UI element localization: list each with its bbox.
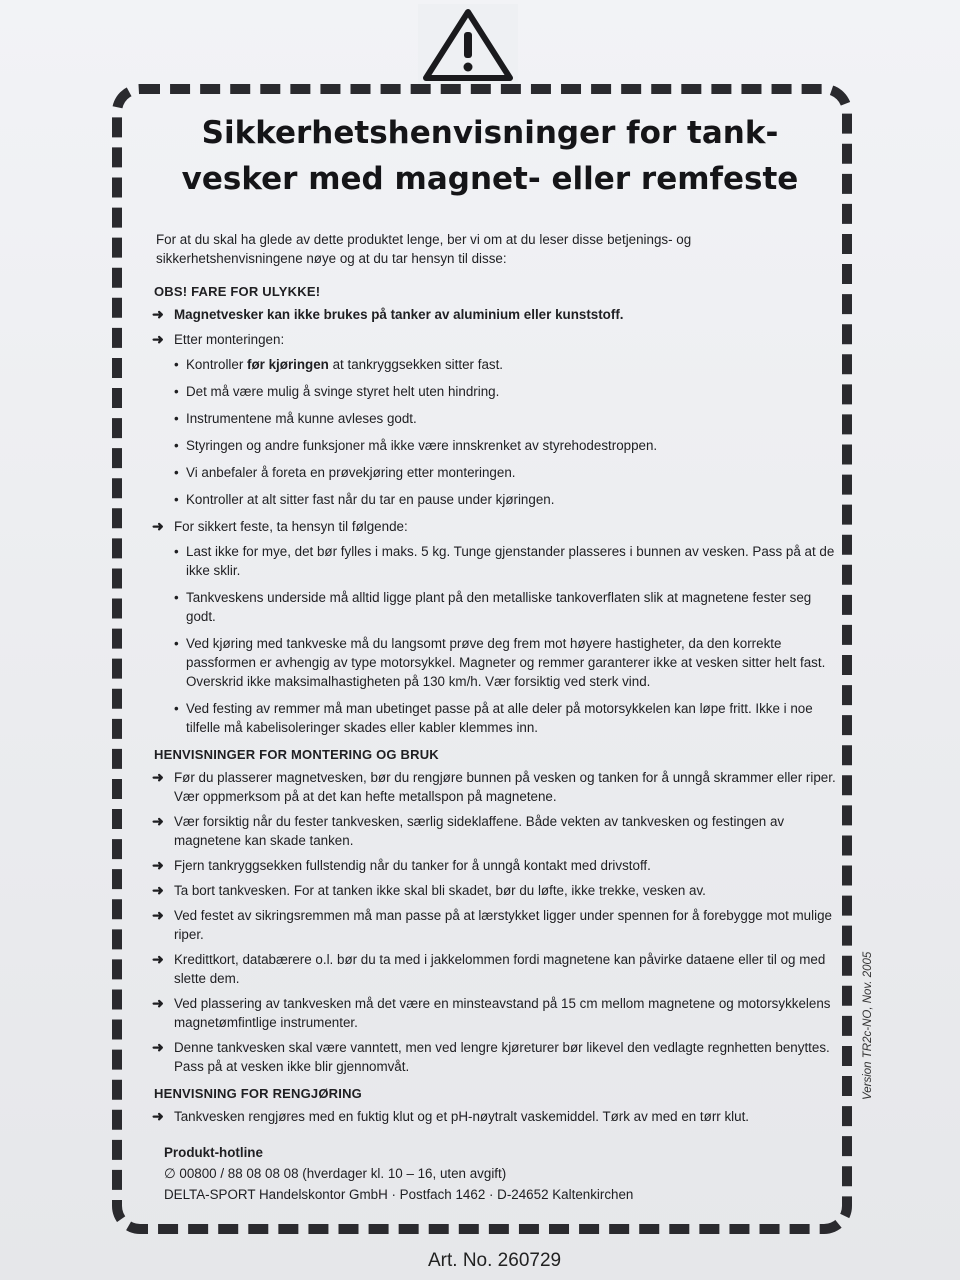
secure-list xyxy=(140,542,840,737)
list-item xyxy=(140,1038,840,1076)
hotline-phone: ∅ 00800 / 88 08 08 08 (hverdager kl. 10 – 16, uten avgift) xyxy=(164,1166,507,1181)
list-item xyxy=(140,881,840,900)
item-text: Instrumentene må kunne avleses godt. xyxy=(186,411,417,426)
list-item xyxy=(140,906,840,944)
list-item xyxy=(140,856,840,875)
arrow-icon: ➜ xyxy=(152,995,164,1011)
bullet-icon: • xyxy=(174,590,179,605)
item-text: Før du plasserer magnetvesken, bør du rengjøre bunnen på vesken og tanken for å unngå skrammer eller riper. Vær oppmerksom på at det kan hefte metallspon på magnetene. xyxy=(174,770,836,804)
list-item xyxy=(140,305,840,324)
item-text: Styringen og andre funksjoner må ikke være innskrenket av styrehodestroppen. xyxy=(186,438,658,453)
clean-heading: HENVISNING FOR RENGJØRING xyxy=(154,1086,362,1101)
item-text: Ta bort tankvesken. For at tanken ikke skal bli skadet, bør du løfte, ikke trekke, vesken av. xyxy=(174,883,706,898)
bullet-icon: • xyxy=(174,701,179,716)
item-text: at tankryggsekken sitter fast. xyxy=(328,357,504,372)
arrow-icon: ➜ xyxy=(152,769,164,785)
hotline-address: DELTA-SPORT Handelskontor GmbH · Postfach 1462 · D-24652 Kaltenkirchen xyxy=(164,1187,634,1202)
arrow-icon: ➜ xyxy=(152,813,164,829)
list-item xyxy=(140,436,840,455)
hotline-block xyxy=(164,1142,840,1205)
hotline-heading: Produkt-hotline xyxy=(164,1145,263,1160)
bullet-icon: • xyxy=(174,492,179,507)
item-text: Ved kjøring med tankveske må du langsomt prøve deg frem mot høyere hastigheter, da den korrekte passformen er avhengig av type motorsykkel. Magneter og remmer garanterer ikke at vesken sitter helt fast. Overskrid ikke maksimalhastigheten på 130 km/h. Vær forsiktig ved sterk vind. xyxy=(186,636,826,689)
bullet-icon: • xyxy=(174,465,179,480)
arrow-icon: ➜ xyxy=(152,882,164,898)
list-item xyxy=(140,634,840,691)
item-text: For sikkert feste, ta hensyn til følgende: xyxy=(174,519,408,534)
item-text: Kredittkort, databærere o.l. bør du ta med i jakkelommen fordi magnetene kan påvirke dataene eller til og med slette dem. xyxy=(174,952,826,986)
list-item xyxy=(140,517,840,536)
version-note: Version TR2c-NO, Nov. 2005 xyxy=(862,951,874,1100)
list-item xyxy=(140,950,840,988)
page-title xyxy=(150,110,830,202)
item-text: Last ikke for mye, det bør fylles i maks. 5 kg. Tunge gjenstander plasseres i bunnen av vesken. Pass på at de ikke sklir. xyxy=(186,544,835,578)
arrow-icon: ➜ xyxy=(152,951,164,967)
bullet-icon: • xyxy=(174,438,179,453)
bullet-icon: • xyxy=(174,636,179,651)
intro-text: For at du skal ha glede av dette produktet lenge, ber vi om at du leser disse betjenings- og sikkerhetshenvisningene nøye og at du tar hensyn til disse: xyxy=(156,232,692,266)
arrow-icon: ➜ xyxy=(152,331,164,347)
list-item xyxy=(140,768,840,806)
arrow-icon: ➜ xyxy=(152,306,164,322)
bullet-icon: • xyxy=(174,411,179,426)
list-item xyxy=(140,490,840,509)
item-text: Kontroller at alt sitter fast når du tar en pause under kjøringen. xyxy=(186,492,555,507)
arrow-icon: ➜ xyxy=(152,907,164,923)
title-line-1: Sikkerhetshenvisninger for tank- xyxy=(201,115,779,151)
arrow-icon: ➜ xyxy=(152,1039,164,1055)
item-text: Ved festing av remmer må man ubetinget passe på at alle deler på motorsykkelen kan løpe fritt. Ikke i noe tilfelle må kabelisoleringer skades eller kabler klemmes inn. xyxy=(186,701,813,735)
arrow-icon: ➜ xyxy=(152,857,164,873)
item-text: Fjern tankryggsekken fullstendig når du tanker for å unngå kontakt med drivstoff. xyxy=(174,858,651,873)
arrow-icon: ➜ xyxy=(152,518,164,534)
item-text: Vi anbefaler å foreta en prøvekjøring etter monteringen. xyxy=(186,465,516,480)
article-number: Art. No. 260729 xyxy=(428,1250,562,1271)
after-mount-list xyxy=(140,355,840,509)
list-item xyxy=(140,812,840,850)
item-text: Magnetvesker kan ikke brukes på tanker av aluminium eller kunststoff. xyxy=(174,307,624,322)
list-item xyxy=(140,542,840,580)
list-item xyxy=(140,1107,840,1126)
list-item xyxy=(140,355,840,374)
item-text: Etter monteringen: xyxy=(174,332,285,347)
list-item xyxy=(140,409,840,428)
item-text: Ved festet av sikringsremmen må man passe på at lærstykket ligger under spennen for å forebygge mot mulige riper. xyxy=(174,908,832,942)
item-text: Det må være mulig å svinge styret helt uten hindring. xyxy=(186,384,500,399)
bullet-icon: • xyxy=(174,357,179,372)
item-text: Kontroller xyxy=(186,357,248,372)
arrow-icon: ➜ xyxy=(152,1108,164,1124)
item-text: Tankvesken rengjøres med en fuktig klut og et pH-nøytralt vaskemiddel. Tørk av med en tørr klut. xyxy=(174,1109,750,1124)
list-item xyxy=(140,588,840,626)
list-item xyxy=(140,699,840,737)
list-item xyxy=(140,994,840,1032)
bullet-icon: • xyxy=(174,384,179,399)
item-text: Ved plassering av tankvesken må det være en minsteavstand på 15 cm mellom magnetene og motorsykkelens magnetømfintlige instrumenter. xyxy=(174,996,831,1030)
list-item xyxy=(140,330,840,349)
item-text: Tankveskens underside må alltid ligge plant på den metalliske tankoverflaten slik at magnetene fester seg godt. xyxy=(186,590,812,624)
list-item xyxy=(140,463,840,482)
warning-triangle-icon xyxy=(418,4,518,84)
mount-heading: HENVISNINGER FOR MONTERING OG BRUK xyxy=(154,747,439,762)
warning-heading: OBS! FARE FOR ULYKKE! xyxy=(154,284,321,299)
item-text: Denne tankvesken skal være vanntett, men ved lengre kjøreturer bør likevel den vedlagte regnhetten benyttes. Pass på at vesken ikke blir gjennomvåt. xyxy=(174,1040,830,1074)
title-line-2: vesker med magnet- eller remfeste xyxy=(181,161,799,197)
item-text: Vær forsiktig når du fester tankvesken, særlig sideklaffene. Både vekten av tankvesken og festingen av magnetene kan skade tanken. xyxy=(174,814,785,848)
document-body xyxy=(140,230,840,1205)
list-item xyxy=(140,382,840,401)
item-text-bold: før kjøringen xyxy=(247,357,329,372)
bullet-icon: • xyxy=(174,544,179,559)
